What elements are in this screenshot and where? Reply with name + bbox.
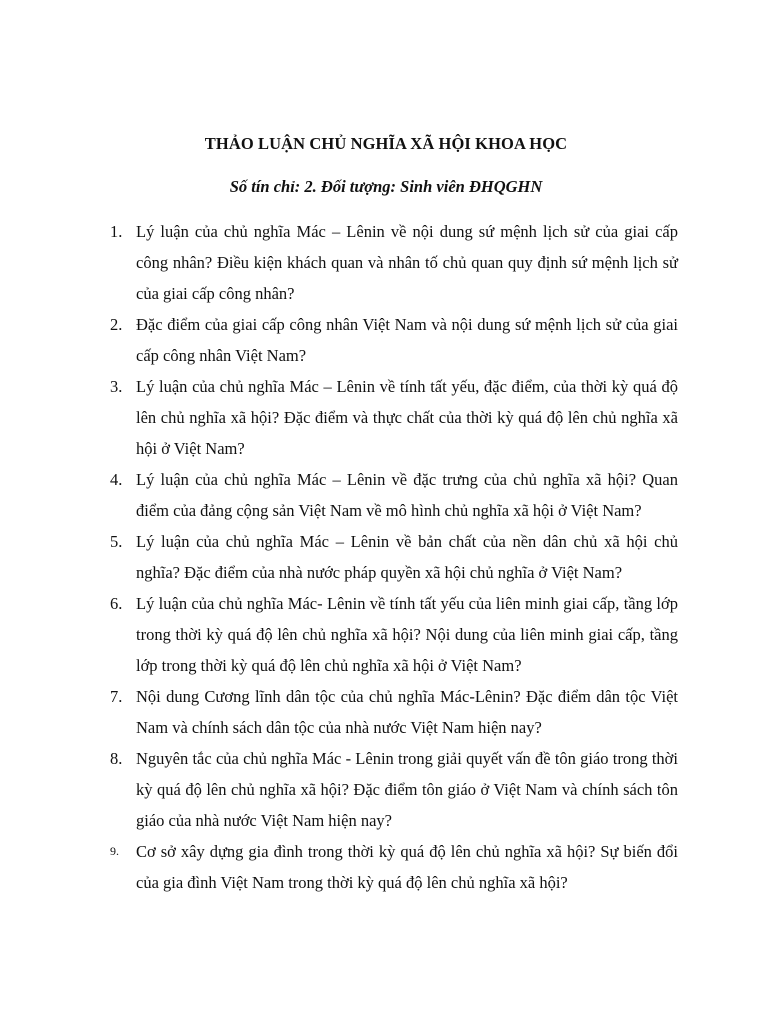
question-text: Lý luận của chủ nghĩa Mác – Lênin về nội dung sứ mệnh lịch sử của giai cấp công nhân? Điều kiện khách quan và nhân tố chủ quan quy định sứ mệnh lịch sử của giai cấp công nhân? — [136, 222, 678, 303]
question-list — [110, 216, 678, 898]
question-item-4 — [110, 464, 678, 526]
question-item-1 — [110, 216, 678, 309]
question-item-6 — [110, 588, 678, 681]
question-text: Nội dung Cương lĩnh dân tộc của chủ nghĩa Mác-Lênin? Đặc điểm dân tộc Việt Nam và chính sách dân tộc của nhà nước Việt Nam hiện nay? — [136, 687, 678, 737]
question-text: Lý luận của chủ nghĩa Mác – Lênin về đặc trưng của chủ nghĩa xã hội? Quan điểm của đảng cộng sản Việt Nam về mô hình chủ nghĩa xã hội ở Việt Nam? — [136, 470, 678, 520]
question-number: 7. — [110, 687, 123, 706]
question-number: 3. — [110, 377, 123, 396]
question-number: 2. — [110, 315, 123, 334]
document-title: THẢO LUẬN CHỦ NGHĨA XÃ HỘI KHOA HỌC — [204, 134, 568, 153]
question-number: 9. — [110, 844, 119, 858]
question-number: 1. — [110, 222, 123, 241]
question-text: Lý luận của chủ nghĩa Mác – Lênin về tính tất yếu, đặc điểm, của thời kỳ quá độ lên chủ nghĩa xã hội? Đặc điểm và thực chất của thời kỳ quá độ lên chủ nghĩa xã hội ở Việt Nam? — [136, 377, 678, 458]
question-number: 6. — [110, 594, 123, 613]
question-item-8 — [110, 743, 678, 836]
question-text: Lý luận của chủ nghĩa Mác- Lênin về tính tất yếu của liên minh giai cấp, tầng lớp trong thời kỳ quá độ lên chủ nghĩa xã hội? Nội dung của liên minh giai cấp, tầng lớp trong thời kỳ quá độ lên chủ nghĩa xã hội ở Việt Nam? — [136, 594, 678, 675]
document-subtitle: Số tín chỉ: 2. Đối tượng: Sinh viên ĐHQGHN — [229, 177, 543, 196]
question-text: Cơ sở xây dựng gia đình trong thời kỳ quá độ lên chủ nghĩa xã hội? Sự biến đổi của gia đình Việt Nam trong thời kỳ quá độ lên chủ nghĩa xã hội? — [136, 842, 678, 892]
question-item-3 — [110, 371, 678, 464]
question-number: 5. — [110, 532, 123, 551]
question-text: Đặc điểm của giai cấp công nhân Việt Nam và nội dung sứ mệnh lịch sử của giai cấp công nhân Việt Nam? — [136, 315, 678, 365]
question-item-7 — [110, 681, 678, 743]
question-number: 8. — [110, 749, 123, 768]
question-item-2 — [110, 309, 678, 371]
question-text: Nguyên tắc của chủ nghĩa Mác - Lênin trong giải quyết vấn đề tôn giáo trong thời kỳ quá độ lên chủ nghĩa xã hội? Đặc điểm tôn giáo ở Việt Nam và chính sách tôn giáo của nhà nước Việt Nam hiện nay? — [136, 749, 678, 830]
question-number: 4. — [110, 470, 123, 489]
question-item-5 — [110, 526, 678, 588]
question-text: Lý luận của chủ nghĩa Mác – Lênin về bản chất của nền dân chủ xã hội chủ nghĩa? Đặc điểm của nhà nước pháp quyền xã hội chủ nghĩa ở Việt Nam? — [136, 532, 678, 582]
question-item-9 — [110, 836, 678, 898]
